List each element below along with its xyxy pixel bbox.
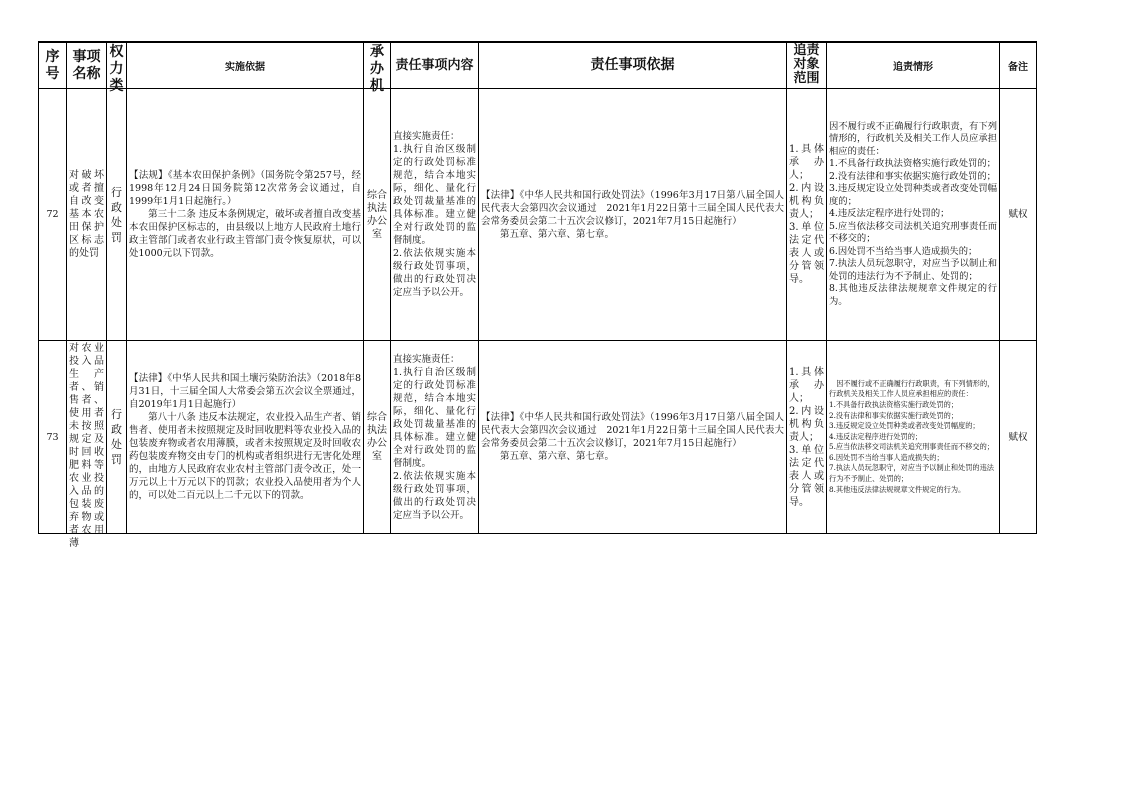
row-resp-content: 直接实施责任： 1.执行自治区级制定的行政处罚标准规范，结合本地实际，细化、量化行政处罚裁量基准的具体标准。建立健全对行政处罚的监督制度。 2.依法依规实施本级行政处罚事项，做出的行政处罚决定应当予以公开。: [391, 89, 479, 341]
col-header-seq: 序号: [39, 42, 67, 89]
row-seq: 72: [39, 89, 67, 341]
table-row: [39, 341, 1037, 534]
col-header-resp-basis: 责任事项依据: [479, 42, 787, 89]
col-header-basis: 实施依据: [127, 42, 364, 89]
row-undertaker: 综合执法办公室: [364, 89, 391, 341]
col-header-item-name: 事项名称: [67, 42, 107, 89]
row-undertaker: 综合执法办公室: [364, 341, 391, 534]
col-header-accountable: 追责对象范围: [787, 42, 827, 89]
row-basis: 【法律】《中华人民共和国土壤污染防治法》（2018年8月31日，十三届全国人大常委会第五次会议全票通过，自2019年1月1日起施行） 第八十八条 违反本法规定，农业投入品生产者、销售者、使用者未按照规定及时回收肥料等农业投入品的包装废弃物或者农用薄膜，或者未按照规定及时回收农药包装废弃物交由专门的机构或者组织进行无害化处理的，由地方人民政府农业农村主管部门责令改正，处一万元以上十万元以下的罚款；农业投入品使用者为个人的，可以处二百元以上二千元以下的罚款。: [127, 341, 364, 534]
table-row: [39, 89, 1037, 341]
col-header-accountability: 追责情形: [827, 42, 1000, 89]
col-header-resp-content: 责任事项内容: [391, 42, 479, 89]
row-power-type: 行政处罚: [107, 89, 127, 341]
row-resp-basis: 【法律】《中华人民共和国行政处罚法》（1996年3月17日第八届全国人民代表大会第四次会议通过 2021年1月22日第十三届全国人民代表大会常务委员会第二十五次会议修订，2021年7月15日起施行） 第五章、第六章、第七章。: [479, 341, 787, 534]
row-item-name: 对破坏或者擅自改变基本农田保护区标志的处罚: [67, 89, 107, 341]
row-resp-content: 直接实施责任： 1.执行自治区级制定的行政处罚标准规范，结合本地实际，细化、量化行政处罚裁量基准的具体标准。建立健全对行政处罚的监督制度。 2.依法依规实施本级行政处罚事项，做出的行政处罚决定应当予以公开。: [391, 341, 479, 534]
header-row: [39, 42, 1037, 89]
col-header-undertaker: 承办机: [364, 42, 391, 89]
row-seq: 73: [39, 341, 67, 534]
row-power-type: 行政处罚: [107, 341, 127, 534]
row-accountable: 1.具体承办人； 2.内设机构负责人； 3.单位法定代表人或分管领导。: [787, 89, 827, 341]
row-basis: 【法规】《基本农田保护条例》（国务院令第257号，经1998年12月24日国务院第12次常务会议通过，自1999年1月1日起施行。） 第三十二条 违反本条例规定，破坏或者擅自改变基本农田保护区标志的，由县级以上地方人民政府土地行政主管部门或者农业行政主管部门责令恢复原状，可以处1000元以下罚款。: [127, 89, 364, 341]
row-accountability: 因不履行或不正确履行行政职责，有下列情形的，行政机关及相关工作人员应承担相应的责任： 1.不具备行政执法资格实施行政处罚的； 2.没有法律和事实依据实施行政处罚的； 3.违反规定设立处罚种类或者改变处罚幅度的； 4.违反法定程序进行处罚的； 5.应当依法移交司法机关追究刑事责任而不移交的； 6.因处罚不当给当事人造成损失的； 7.执法人员玩忽职守，对应当予以制止和处罚的违法行为不予制止、处罚的； 8.其他违反法律法规规章文件规定的行为。: [827, 89, 1000, 341]
row-resp-basis: 【法律】《中华人民共和国行政处罚法》（1996年3月17日第八届全国人民代表大会第四次会议通过 2021年1月22日第十三届全国人民代表大会常务委员会第二十五次会议修订，2021年7月15日起施行） 第五章、第六章、第七章。: [479, 89, 787, 341]
row-accountable: 1.具体承办人； 2.内设机构负责人； 3.单位法定代表人或分管领导。: [787, 341, 827, 534]
row-remarks: 赋权: [1000, 341, 1037, 534]
col-header-remarks: 备注: [1000, 42, 1037, 89]
row-item-name: 对农业投入品生产者、销售者、使用者未按照规定及时回收肥料等农业投入品的包装废弃物或者农用薄: [67, 341, 107, 534]
row-remarks: 赋权: [1000, 89, 1037, 341]
col-header-power-type: 权力类: [107, 42, 127, 89]
row-accountability: 因不履行或不正确履行行政职责，有下列情形的，行政机关及相关工作人员应承担相应的责任： 1.不具备行政执法资格实施行政处罚的； 2.没有法律和事实依据实施行政处罚的； 3.违反规定设立处罚种类或者改变处罚幅度的； 4.违反法定程序进行处罚的； 5.应当依法移交司法机关追究刑事责任而不移交的； 6.因处罚不当给当事人造成损失的； 7.执法人员玩忽职守，对应当予以制止和处罚的违法行为不予制止、处罚的； 8.其他违反法律法规规章文件规定的行为。: [827, 341, 1000, 534]
responsibility-table: [38, 41, 1037, 549]
